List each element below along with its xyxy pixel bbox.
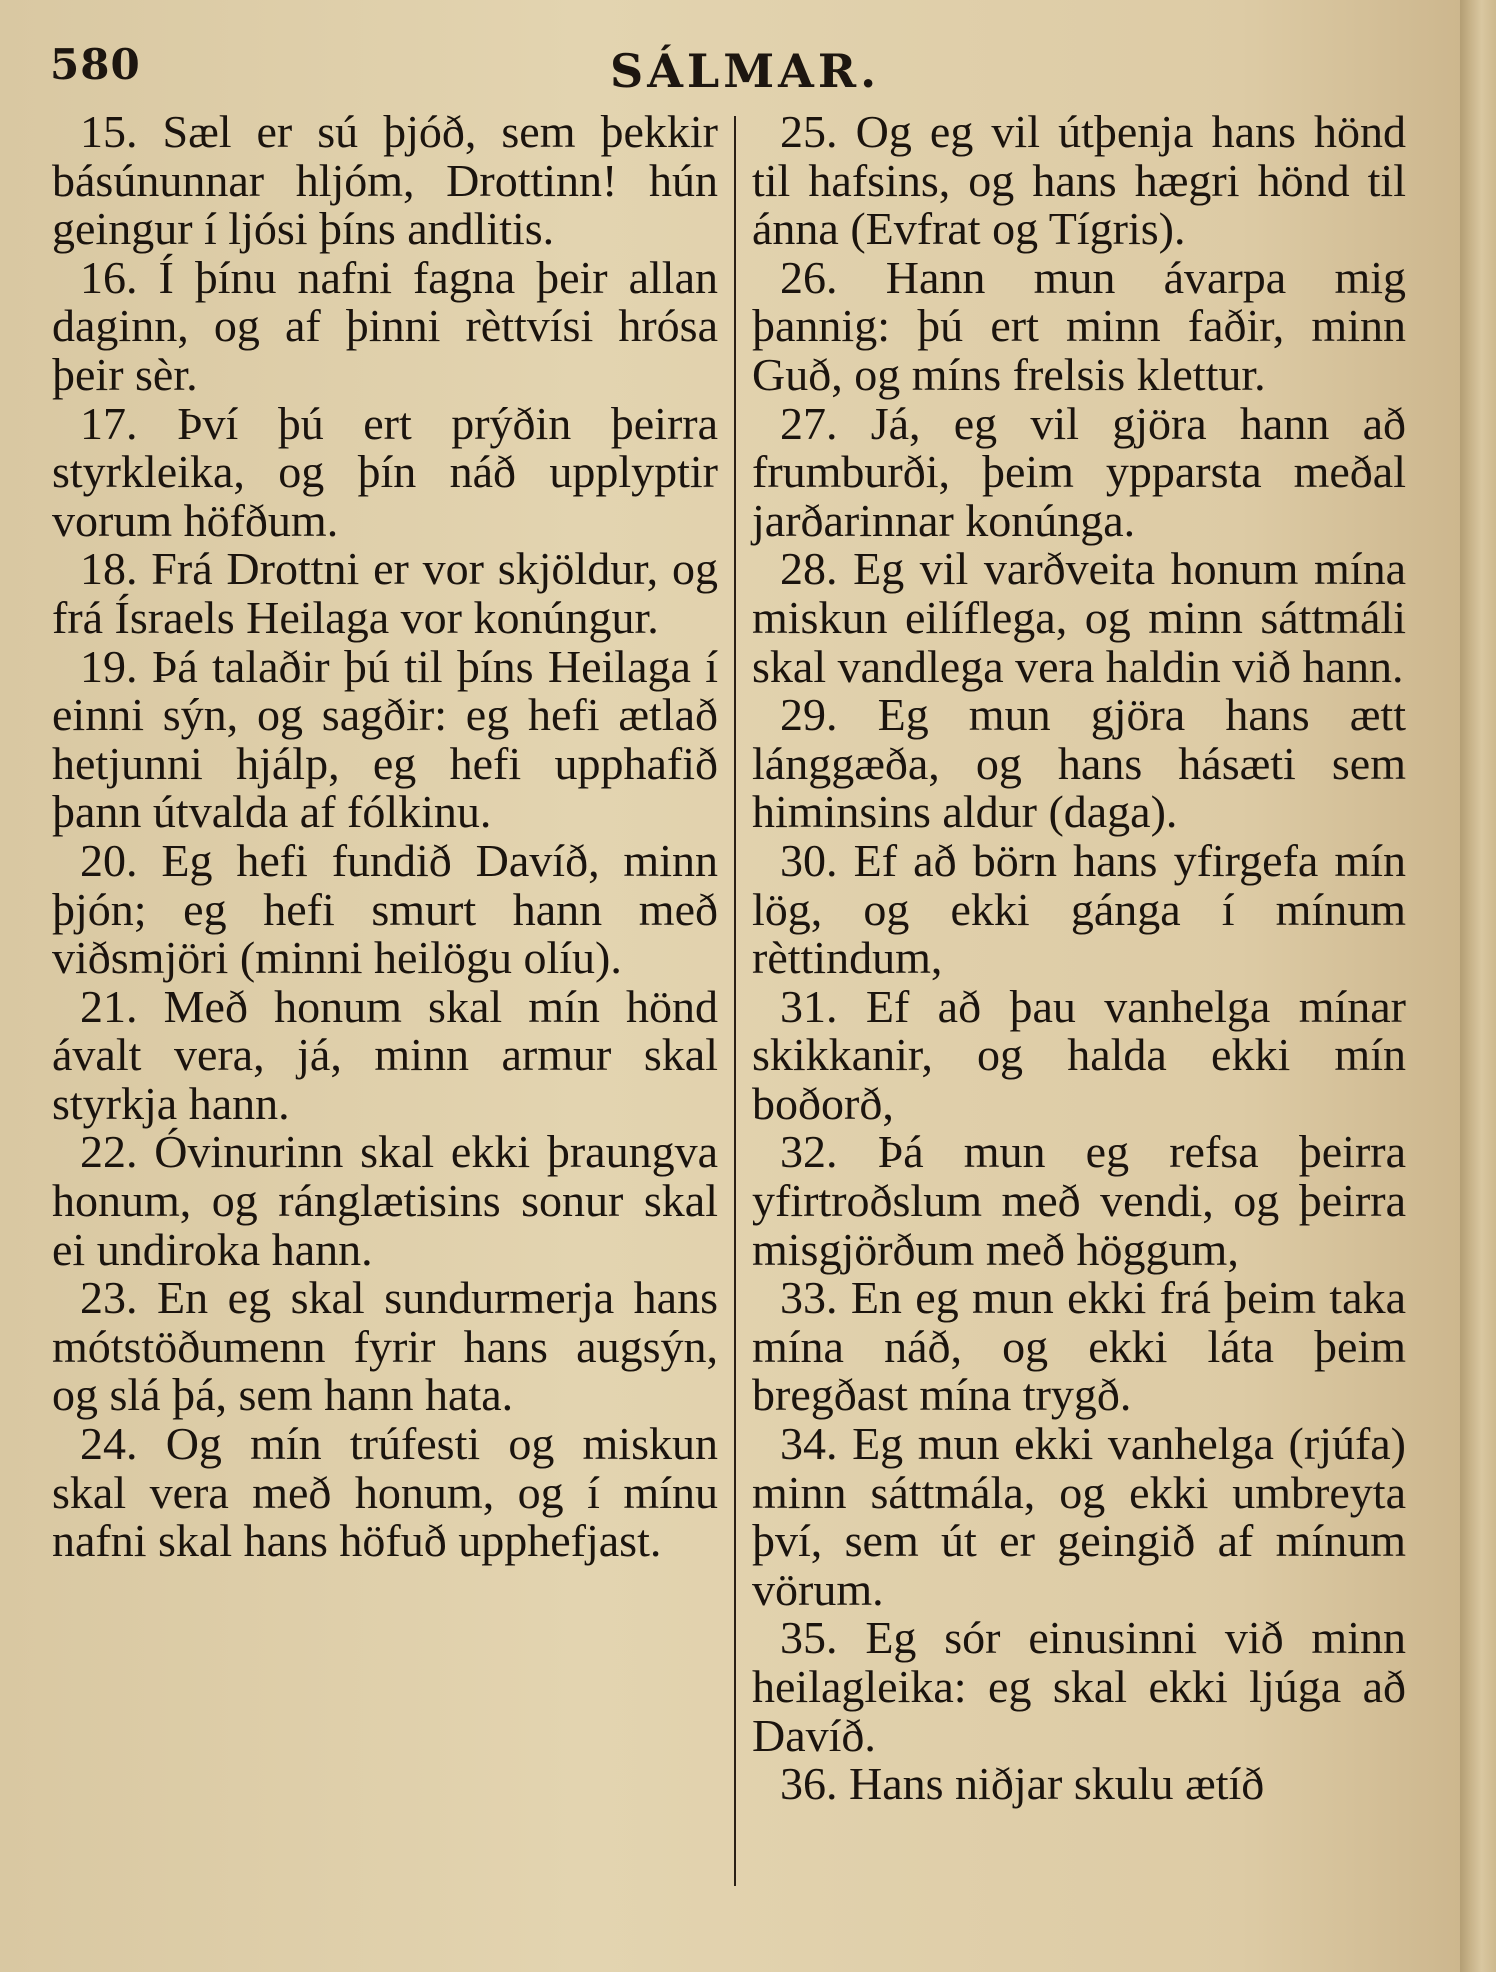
verse-23: 23. En eg skal sundurmerja hans mótstöðumenn fyrir hans augsýn, og slá þá, sem hann hata. xyxy=(52,1272,718,1421)
verse-32: 32. Þá mun eg refsa þeirra yfirtroðslum með vendi, og þeirra misgjörðum með höggum, xyxy=(752,1126,1406,1275)
verse-36: 36. Hans niðjar skulu ætíð xyxy=(780,1758,1265,1810)
verse-27: 27. Já, eg vil gjöra hann að frumburði, þeim ypparsta meðal jarðarinnar konúnga. xyxy=(752,397,1406,546)
verse-33: 33. En eg mun ekki frá þeim taka mína náð, og ekki láta þeim bregðast mína trygð. xyxy=(752,1272,1406,1421)
verse-31: 31. Ef að þau vanhelga mínar skikkanir, og halda ekki mín boðorð, xyxy=(752,980,1406,1129)
verse-20: 20. Eg hefi fundið Davíð, minn þjón; eg hefi smurt hann með viðsmjöri (minni heilögu olíu). xyxy=(52,834,718,984)
running-head-title: SÁLMAR. xyxy=(610,44,881,98)
left-column xyxy=(52,108,718,1566)
verse-30: 30. Ef að börn hans yfirgefa mín lög, og ekki gánga í mínum rèttindum, xyxy=(752,834,1406,984)
verse-25: 25. Og eg vil útþenja hans hönd til hafsins, og hans hægri hönd til ánna (Evfrat og Tígris). xyxy=(752,106,1406,255)
verse-16: 16. Í þínu nafni fagna þeir allan daginn, og af þinni rèttvísi hrósa þeir sèr. xyxy=(52,251,718,400)
verse-19: 19. Þá talaðir þú til þíns Heilaga í einni sýn, og sagðir: eg hefi ætlað hetjunni hjálp, eg hefi upphafið þann útvalda af fólkinu. xyxy=(52,640,718,838)
verse-26: 26. Hann mun ávarpa mig þannig: þú ert minn faðir, minn Guð, og míns frelsis klettur. xyxy=(752,251,1406,400)
verse-18: 18. Frá Drottni er vor skjöldur, og frá Ísraels Heilaga vor konúngur. xyxy=(52,543,718,643)
verse-35: 35. Eg sór einusinni við minn heilagleika: eg skal ekki ljúga að Davíð. xyxy=(752,1612,1406,1761)
verse-22: 22. Óvinurinn skal ekki þraungva honum, og ránglætisins sonur skal ei undiroka hann. xyxy=(52,1126,718,1275)
verse-15: 15. Sæl er sú þjóð, sem þekkir básúnunnar hljóm, Drottinn! hún geingur í ljósi þíns andlitis. xyxy=(52,106,718,255)
page-header xyxy=(50,30,1450,110)
verse-21: 21. Með honum skal mín hönd ávalt vera, já, minn armur skal styrkja hann. xyxy=(52,980,718,1129)
right-column xyxy=(752,108,1406,1809)
column-divider xyxy=(734,116,736,1886)
next-page-edge xyxy=(1460,0,1496,1972)
verse-17: 17. Því þú ert prýðin þeirra styrkleika, og þín náð upplyptir vorum höfðum. xyxy=(52,397,718,546)
verse-29: 29. Eg mun gjöra hans ætt lánggæða, og hans hásæti sem himinsins aldur (daga). xyxy=(752,689,1406,838)
verse-28: 28. Eg vil varðveita honum mína miskun eilíflega, og minn sáttmáli skal vandlega vera haldin við hann. xyxy=(752,543,1406,692)
verse-34: 34. Eg mun ekki vanhelga (rjúfa) minn sáttmála, og ekki umbreyta því, sem út er geingið af mínum vörum. xyxy=(752,1418,1406,1615)
verse-24: 24. Og mín trúfesti og miskun skal vera með honum, og í mínu nafni skal hans höfuð upphefjast. xyxy=(52,1418,718,1567)
page-number: 580 xyxy=(50,40,141,89)
